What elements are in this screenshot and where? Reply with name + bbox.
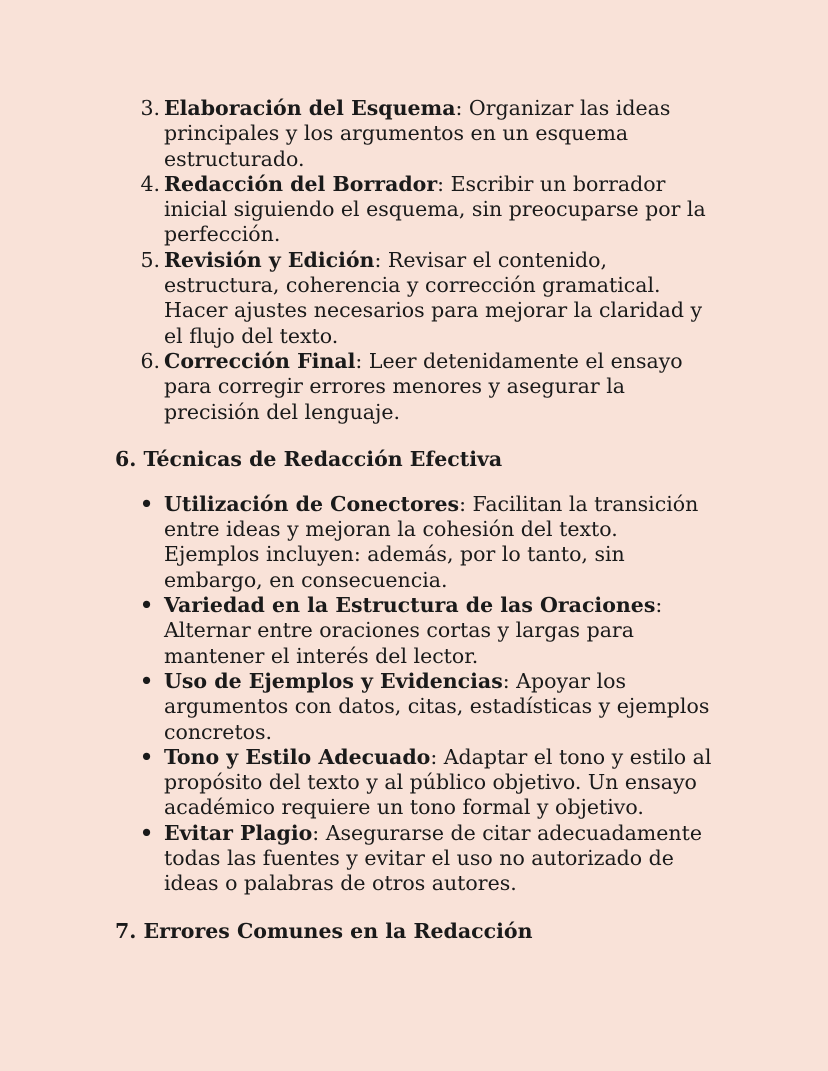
list-item bbox=[0, 492, 828, 593]
list-item bbox=[0, 248, 828, 349]
list-number: 3. bbox=[140, 96, 160, 120]
list-item bbox=[0, 745, 828, 821]
item-text: : Revisar el contenido, estructura, coherencia y corrección gramatical. Hacer ajustes necesarios para mejorar la claridad y el flujo del texto. bbox=[164, 247, 703, 348]
bullet-icon: • bbox=[140, 820, 154, 845]
item-term: Redacción del Borrador bbox=[164, 171, 438, 196]
item-text: : Adaptar el tono y estilo al propósito del texto y al público objetivo. Un ensayo académico requiere un tono formal y objetivo. bbox=[164, 744, 712, 820]
list-item bbox=[0, 96, 828, 172]
bullet-icon: • bbox=[140, 593, 154, 618]
list-item bbox=[0, 593, 828, 669]
techniques-list bbox=[0, 492, 828, 897]
list-number: 4. bbox=[140, 171, 160, 196]
section-heading: 7. Errores Comunes en la Redacción bbox=[115, 918, 533, 943]
bullet-icon: • bbox=[140, 491, 154, 516]
list-number: 5. bbox=[140, 247, 160, 272]
list-item bbox=[0, 669, 828, 745]
item-text: : Alternar entre oraciones cortas y largas para mantener el interés del lector. bbox=[164, 593, 663, 668]
bullet-icon: • bbox=[140, 668, 154, 693]
process-steps-list bbox=[0, 96, 828, 425]
item-term: Elaboración del Esquema bbox=[164, 96, 456, 120]
list-item bbox=[0, 172, 828, 248]
section-heading: 6. Técnicas de Redacción Efectiva bbox=[115, 446, 503, 471]
item-term: Tono y Estilo Adecuado bbox=[164, 744, 431, 769]
item-text: : Facilitan la transición entre ideas y mejoran la cohesión del texto. Ejemplos incluyen: además, por lo tanto, sin embargo, en consecuencia. bbox=[164, 491, 699, 592]
item-term: Evitar Plagio bbox=[164, 820, 313, 845]
item-term: Utilización de Conectores bbox=[164, 491, 460, 516]
item-text: : Escribir un borrador inicial siguiendo el esquema, sin preocuparse por la perfección. bbox=[164, 171, 706, 247]
item-term: Revisión y Edición bbox=[164, 247, 375, 272]
item-text: : Asegurarse de citar adecuadamente todas las fuentes y evitar el uso no autorizado de ideas o palabras de otros autores. bbox=[164, 820, 702, 896]
item-text: : Leer detenidamente el ensayo para corregir errores menores y asegurar la precisión del lenguaje. bbox=[164, 348, 683, 424]
item-term: Variedad en la Estructura de las Oraciones bbox=[164, 593, 656, 618]
list-item bbox=[0, 349, 828, 425]
list-item bbox=[0, 821, 828, 897]
bullet-icon: • bbox=[140, 744, 154, 769]
item-text: : Apoyar los argumentos con datos, citas, estadísticas y ejemplos concretos. bbox=[164, 668, 710, 744]
list-number: 6. bbox=[140, 348, 160, 373]
item-term: Corrección Final bbox=[164, 348, 356, 373]
item-text: : Organizar las ideas principales y los argumentos en un esquema estructurado. bbox=[164, 96, 671, 171]
item-term: Uso de Ejemplos y Evidencias bbox=[164, 668, 503, 693]
